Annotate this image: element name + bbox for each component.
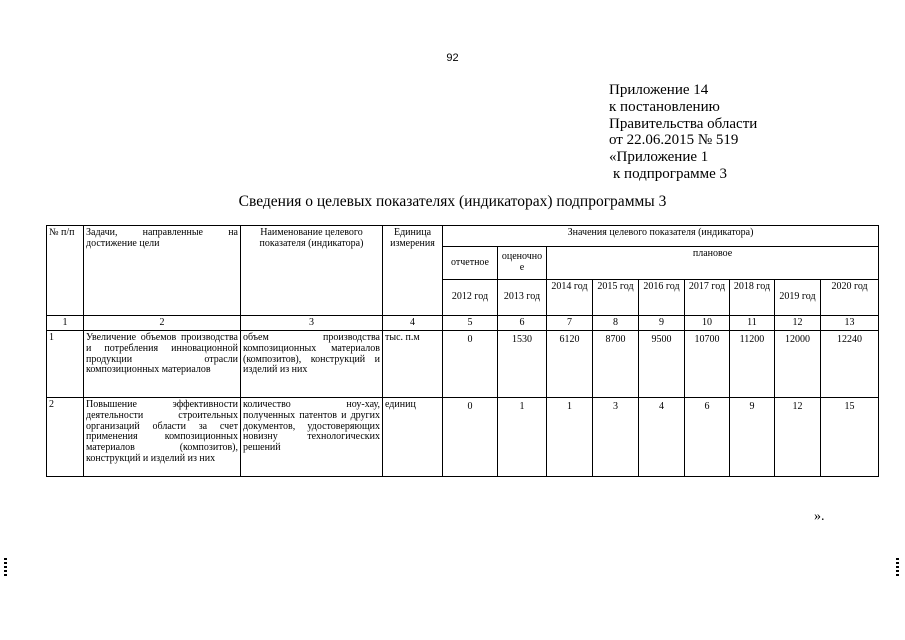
column-number: 1 xyxy=(47,316,84,331)
appendix-line: к постановлению xyxy=(609,98,720,115)
table-row xyxy=(47,331,879,398)
header-year: 2017 год xyxy=(685,280,730,316)
binding-mark-icon xyxy=(4,558,7,576)
row-value: 0 xyxy=(443,331,498,398)
header-year: 2015 год xyxy=(593,280,639,316)
column-number: 12 xyxy=(775,316,821,331)
row-value: 12 xyxy=(775,398,821,477)
table-row xyxy=(47,398,879,477)
row-unit: единиц xyxy=(383,398,443,477)
row-value: 15 xyxy=(821,398,879,477)
row-value: 1530 xyxy=(498,331,547,398)
column-number: 10 xyxy=(685,316,730,331)
column-number: 13 xyxy=(821,316,879,331)
indicators-table xyxy=(46,225,879,477)
header-year: 2014 год xyxy=(547,280,593,316)
row-number: 2 xyxy=(47,398,84,477)
header-year: 2018 год xyxy=(730,280,775,316)
document-title: Сведения о целевых показателях (индикаторах) подпрограммы 3 xyxy=(238,193,667,210)
row-value: 12000 xyxy=(775,331,821,398)
row-value: 3 xyxy=(593,398,639,477)
row-task: Повышение эффективности деятельности строительных организаций области за счет применения композиционных материалов (композитов), конструкций и изделий из них xyxy=(84,398,241,477)
row-value: 1 xyxy=(498,398,547,477)
row-indicator: количество ноу-хау, полученных патентов и других документов, удостоверяющих новизну технологических решений xyxy=(241,398,383,477)
page-number: 92 xyxy=(446,52,459,64)
appendix-line: к подпрограмме 3 xyxy=(613,165,727,182)
row-value: 11200 xyxy=(730,331,775,398)
row-unit: тыс. п.м xyxy=(383,331,443,398)
header-estimated: оценочно е xyxy=(498,247,547,280)
row-value: 9500 xyxy=(639,331,685,398)
column-number: 4 xyxy=(383,316,443,331)
row-number: 1 xyxy=(47,331,84,398)
header-values-group: Значения целевого показателя (индикатора) xyxy=(443,226,879,247)
row-indicator: объем производства композиционных материалов (композитов), конструкций и изделий из них xyxy=(241,331,383,398)
appendix-line: Приложение 14 xyxy=(609,82,709,98)
appendix-block xyxy=(609,82,757,183)
column-number: 2 xyxy=(84,316,241,331)
column-number: 3 xyxy=(241,316,383,331)
row-value: 8700 xyxy=(593,331,639,398)
row-value: 6 xyxy=(685,398,730,477)
column-number: 6 xyxy=(498,316,547,331)
column-number-row xyxy=(47,316,879,331)
row-value: 12240 xyxy=(821,331,879,398)
binding-mark-icon xyxy=(896,558,899,576)
appendix-line: Правительства области xyxy=(609,115,758,132)
column-number: 9 xyxy=(639,316,685,331)
closing-quote: ». xyxy=(814,509,825,524)
row-value: 4 xyxy=(639,398,685,477)
header-num: № п/п xyxy=(47,226,84,316)
column-number: 8 xyxy=(593,316,639,331)
header-reported: отчетное xyxy=(443,247,498,280)
row-value: 6120 xyxy=(547,331,593,398)
row-value: 10700 xyxy=(685,331,730,398)
row-value: 0 xyxy=(443,398,498,477)
appendix-line: от 22.06.2015 № 519 xyxy=(609,132,739,149)
header-year: 2012 год xyxy=(443,280,498,316)
appendix-line: «Приложение 1 xyxy=(609,149,709,166)
header-planned: плановое xyxy=(547,247,879,280)
row-task: Увеличение объемов производства и потребления инновационной продукции отрасли композиционных материалов xyxy=(84,331,241,398)
header-year: 2020 год xyxy=(821,280,879,316)
header-unit: Единица измерения xyxy=(383,226,443,316)
row-value: 9 xyxy=(730,398,775,477)
column-number: 11 xyxy=(730,316,775,331)
header-year: 2019 год xyxy=(775,280,821,316)
header-year: 2016 год xyxy=(639,280,685,316)
header-year: 2013 год xyxy=(498,280,547,316)
header-indicator-name: Наименование целевого показателя (индикатора) xyxy=(241,226,383,316)
header-tasks: Задачи, направленные на достижение цели xyxy=(84,226,241,316)
row-value: 1 xyxy=(547,398,593,477)
column-number: 5 xyxy=(443,316,498,331)
column-number: 7 xyxy=(547,316,593,331)
